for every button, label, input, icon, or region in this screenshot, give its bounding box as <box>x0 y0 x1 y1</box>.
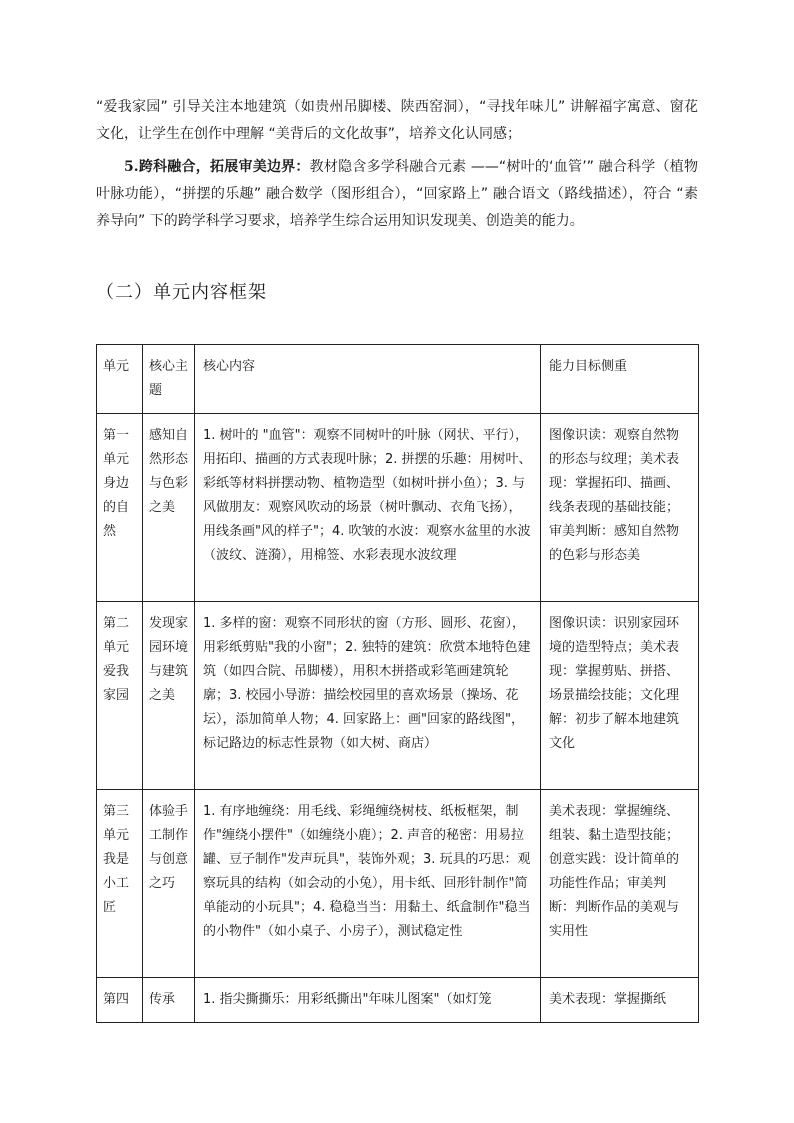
theme-cell: 感知自然形态与色彩之美 <box>143 414 195 602</box>
section-title: （二）单元内容框架 <box>96 282 267 303</box>
goal-cell: 美术表现：掌握缠绕、组装、黏土造型技能；创意实践：设计简单的功能性作品；审美判断：判断作品的美观与实用性 <box>541 790 699 978</box>
theme-cell: 体验手工制作与创意之巧 <box>143 790 195 978</box>
table-row <box>97 790 699 978</box>
content-cell: 1. 有序地缠绕：用毛线、彩绳缠绕树枝、纸板框架，制作"缠绕小摆件"（如缠绕小鹿）；2. 声音的秘密：用易拉罐、豆子制作"发声玩具"，装饰外观；3. 玩具的巧思：观察玩具的结构（如会动的小兔），用卡纸、回形针制作"简单能动的小玩具"；4. 稳稳当当：用黏土、纸盒制作"稳当的小物件"（如小桌子、小房子），测试稳定性 <box>195 790 541 978</box>
goal-cell: 美术表现：掌握撕纸 <box>541 978 699 1023</box>
content-cell: 1. 多样的窗：观察不同形状的窗（方形、圆形、花窗），用彩纸剪贴"我的小窗"；2. 独特的建筑：欣赏本地特色建筑（如四合院、吊脚楼），用积木拼搭或彩笔画建筑轮廓；3. 校园小导游：描绘校园里的喜欢场景（操场、花坛），添加简单人物；4. 回家路上：画"回家的路线图"，标记路边的标志性景物（如大树、商店） <box>195 602 541 790</box>
table-header-row <box>97 345 699 414</box>
header-cell-content: 核心内容 <box>195 345 541 414</box>
table-row <box>97 602 699 790</box>
point-heading: 5.跨科融合，拓展审美边界： <box>124 159 310 175</box>
header-cell-theme: 核心主题 <box>143 345 195 414</box>
intro-paragraph-culture: “爱我家园” 引导关注本地建筑（如贵州吊脚楼、陕西窑洞），“寻找年味儿” 讲解福字寓意、窗花文化，让学生在创作中理解 “美背后的文化故事”，培养文化认同感； <box>96 99 698 142</box>
unit-cell: 第一单元身边的自然 <box>97 414 143 602</box>
theme-cell: 传承 <box>143 978 195 1023</box>
header-cell-unit: 单元 <box>97 345 143 414</box>
content-cell: 1. 指尖撕撕乐：用彩纸撕出"年味儿图案"（如灯笼 <box>195 978 541 1023</box>
theme-cell: 发现家园环境与建筑之美 <box>143 602 195 790</box>
unit-content-table <box>96 344 699 1023</box>
goal-cell: 图像识读：观察自然物的形态与纹理；美术表现：掌握拓印、描画、线条表现的基础技能；审美判断：感知自然物的色彩与形态美 <box>541 414 699 602</box>
table-row <box>97 414 699 602</box>
content-cell: 1. 树叶的 "血管"：观察不同树叶的叶脉（网状、平行），用拓印、描画的方式表现叶脉；2. 拼摆的乐趣：用树叶、彩纸等材料拼摆动物、植物造型（如树叶拼小鱼）；3. 与风做朋友：观察风吹动的场景（树叶飘动、衣角飞扬），用线条画"风的样子"；4. 吹皱的水波：观察水盆里的水波（波纹、涟漪），用棉签、水彩表现水波纹理 <box>195 414 541 602</box>
intro-paragraph-interdisciplinary <box>96 154 698 235</box>
header-cell-goal: 能力目标侧重 <box>541 345 699 414</box>
unit-cell: 第二单元爱我家园 <box>97 602 143 790</box>
point-body: 教材隐含多学科融合元素 ——“树叶的‘血管’” 融合科学（植物叶脉功能），“拼摆的乐趣” 融合数学（图形组合），“回家路上” 融合语文（路线描述），符合 “素养导向” 下的跨学科学习要求，培养学生综合运用知识发现美、创造美的能力。 <box>96 159 698 229</box>
unit-cell: 第四 <box>97 978 143 1023</box>
table-row <box>97 978 699 1023</box>
unit-cell: 第三单元我是小工匠 <box>97 790 143 978</box>
goal-cell: 图像识读：识别家园环境的造型特点；美术表现：掌握剪贴、拼搭、场景描绘技能；文化理解：初步了解本地建筑文化 <box>541 602 699 790</box>
